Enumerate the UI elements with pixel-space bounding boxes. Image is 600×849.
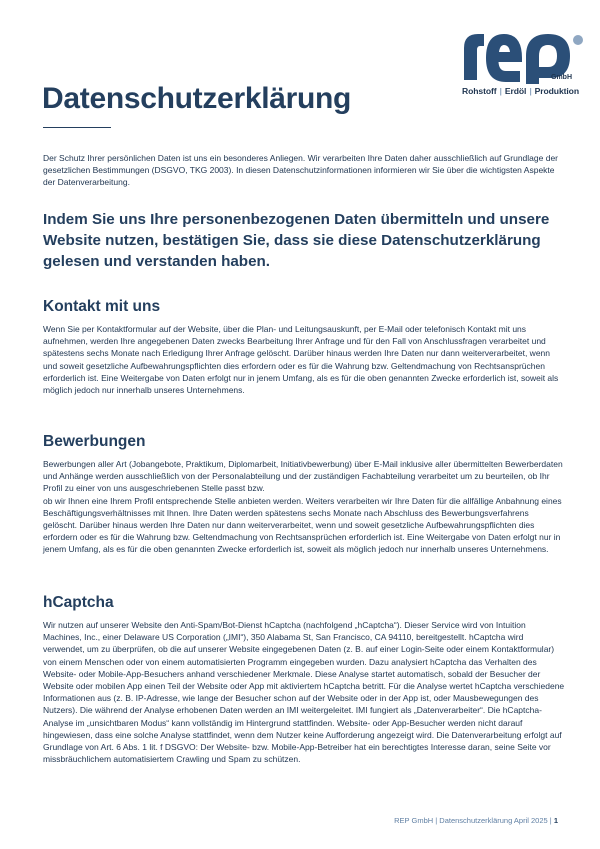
logo-tagline-word: Produktion bbox=[534, 86, 579, 96]
page-title: Datenschutzerklärung bbox=[42, 82, 352, 115]
section-paragraph: Bewerbungen aller Art (Jobangebote, Praktikum, Diplomarbeit, Initiativbewerbung) über E-Mail inklusive aller übermittelten Bewerberdaten und Anhänge werden ausschließlich von der Personalabteilung und der zuständigen Fachabteilung verarbeitet um zu beurteilen, ob Ihr Profil zu einer von uns ausgeschriebenen Stelle passt bzw. bbox=[43, 459, 563, 494]
logo-tagline-word: Erdöl bbox=[504, 86, 527, 96]
section-paragraph: Wir nutzen auf unserer Website den Anti-Spam/Bot-Dienst hCaptcha (nachfolgend „hCaptcha“). Dieser Service wird von Intuition Machines, Inc., einer Delaware US Corporation („IMI“), 350 Alabama St, San Francisco, CA 94110, bereitgestellt. hCaptcha wird verwendet, um zu überprüfen, ob die auf unserer Website eingegebenen Daten (z. B. auf einer Login-Seite oder einem Kontaktformular) von einem Menschen oder von einem automatisierten Programm eingegeben wurden. Dazu analysiert hCaptcha das Verhalten des Website- oder Mobile-App-Besuchers anhand verschiedener Merkmale. Diese Analyse startet automatisch, sobald der Besucher der Website oder mobilen App einen Teil der Website oder App mit aktiviertem hCaptcha betritt. Für die Analyse wertet hCaptcha verschiedene Informationen aus (z. B. IP-Adresse, wie lange der Besucher schon auf der Website oder in der App ist, oder Mausbewegungen des Nutzers). Die während der Analyse erhobenen Daten werden an IMI weitergeleitet. IMI fungiert als „Datenverarbeiter“. Die hCaptcha-Analyse im „unsichtbaren Modus“ kann vollständig im Hintergrund stattfinden. Website- oder App-Besucher werden nicht darauf hingewiesen, dass eine solche Analyse stattfindet, wenn dem Nutzer keine Aufforderung angezeigt wird. Die Datenverarbeitung erfolgt auf Grundlage von Art. 6 Abs. 1 lit. f DSGVO: Der Website- bzw. Mobile-App-Betreiber hat ein berechtigtes Interesse daran, seine Seite vor missbräuchlichem automatisiertem Crawling und Spam zu schützen. bbox=[43, 620, 565, 765]
footer-text: REP GmbH | Datenschutzerklärung April 2025 | bbox=[394, 816, 552, 825]
logo-tagline bbox=[462, 86, 588, 96]
section-paragraph: Wenn Sie per Kontaktformular auf der Website, über die Plan- und Leitungsauskunft, per E-Mail oder telefonisch Kontakt mit uns aufnehmen, werden Ihre angegebenen Daten zwecks Bearbeitung Ihrer Anfrage und für den Fall von Anschlussfragen verarbeitet und spätestens sechs Monate nach Erledigung Ihrer Anfrage gelöscht. Darüber hinaus werden Ihre Daten nur dann weiterverarbeitet, wenn und soweit gesetzliche Aufbewahrungspflichten dies erfordern oder es für die Wahrung bzw. Geltendmachung von Rechtsansprüchen erforderlich ist. Eine Weitergabe von Daten erfolgt nur in jenem Umfang, als es für die oben genannten Zwecke erforderlich ist, soweit als möglich jedoch nur innerhalb unseres Unternehmens. bbox=[43, 324, 559, 396]
logo-tagline-separator: | bbox=[499, 86, 502, 96]
section-heading-bewerbungen: Bewerbungen bbox=[43, 433, 146, 450]
logo-gmbh-label: GmbH bbox=[551, 74, 572, 81]
logo-tagline-separator: | bbox=[529, 86, 532, 96]
section-body-kontakt bbox=[43, 323, 565, 396]
company-logo bbox=[462, 24, 588, 98]
section-body-hcaptcha bbox=[43, 619, 565, 765]
section-heading-kontakt: Kontakt mit uns bbox=[43, 298, 161, 315]
page-footer bbox=[394, 816, 558, 825]
logo-tagline-word: Rohstoff bbox=[462, 86, 497, 96]
page-number: 1 bbox=[553, 816, 558, 825]
intro-paragraph: Der Schutz Ihrer persönlichen Daten ist uns ein besonderes Anliegen. Wir verarbeiten Ihre Daten daher ausschließlich auf Grundlage der gesetzlichen Bestimmungen (DSGVO, TKG 2003). In diesen Datenschutzinformationen informieren wir Sie über die wichtigsten Aspekte der Datenverarbeitung. bbox=[43, 153, 559, 188]
section-paragraph: ob wir Ihnen eine Ihrem Profil entsprechende Stelle anbieten werden. Weiters verarbeiten wir Ihre Daten für die allfällige Anbahnung eines Beschäftigungsverhältnisses mit Ihnen. Ihre Daten werden spätestens sechs Monate nach Abschluss des Bewerbungsverfahrens gelöscht. Darüber hinaus werden Ihre Daten nur dann weiterverarbeitet, wenn und soweit gesetzliche Aufbewahrungspflichten dies erfordern oder es für die Wahrung bzw. Geltendmachung von Rechtsansprüchen erforderlich ist. Eine Weitergabe von Daten erfolgt nur in jenem Umfang, als es für die oben genannten Zwecke erforderlich ist, soweit als möglich jedoch nur innerhalb unseres Unternehmens. bbox=[43, 495, 562, 555]
title-underline bbox=[43, 127, 111, 128]
section-body-bewerbungen bbox=[43, 458, 565, 556]
lead-statement: Indem Sie uns Ihre personenbezogenen Daten übermitteln und unsere Website nutzen, bestätigen Sie, dass sie diese Datenschutzerklärung gelesen und verstanden haben. bbox=[43, 211, 550, 270]
section-heading-hcaptcha: hCaptcha bbox=[43, 594, 114, 611]
